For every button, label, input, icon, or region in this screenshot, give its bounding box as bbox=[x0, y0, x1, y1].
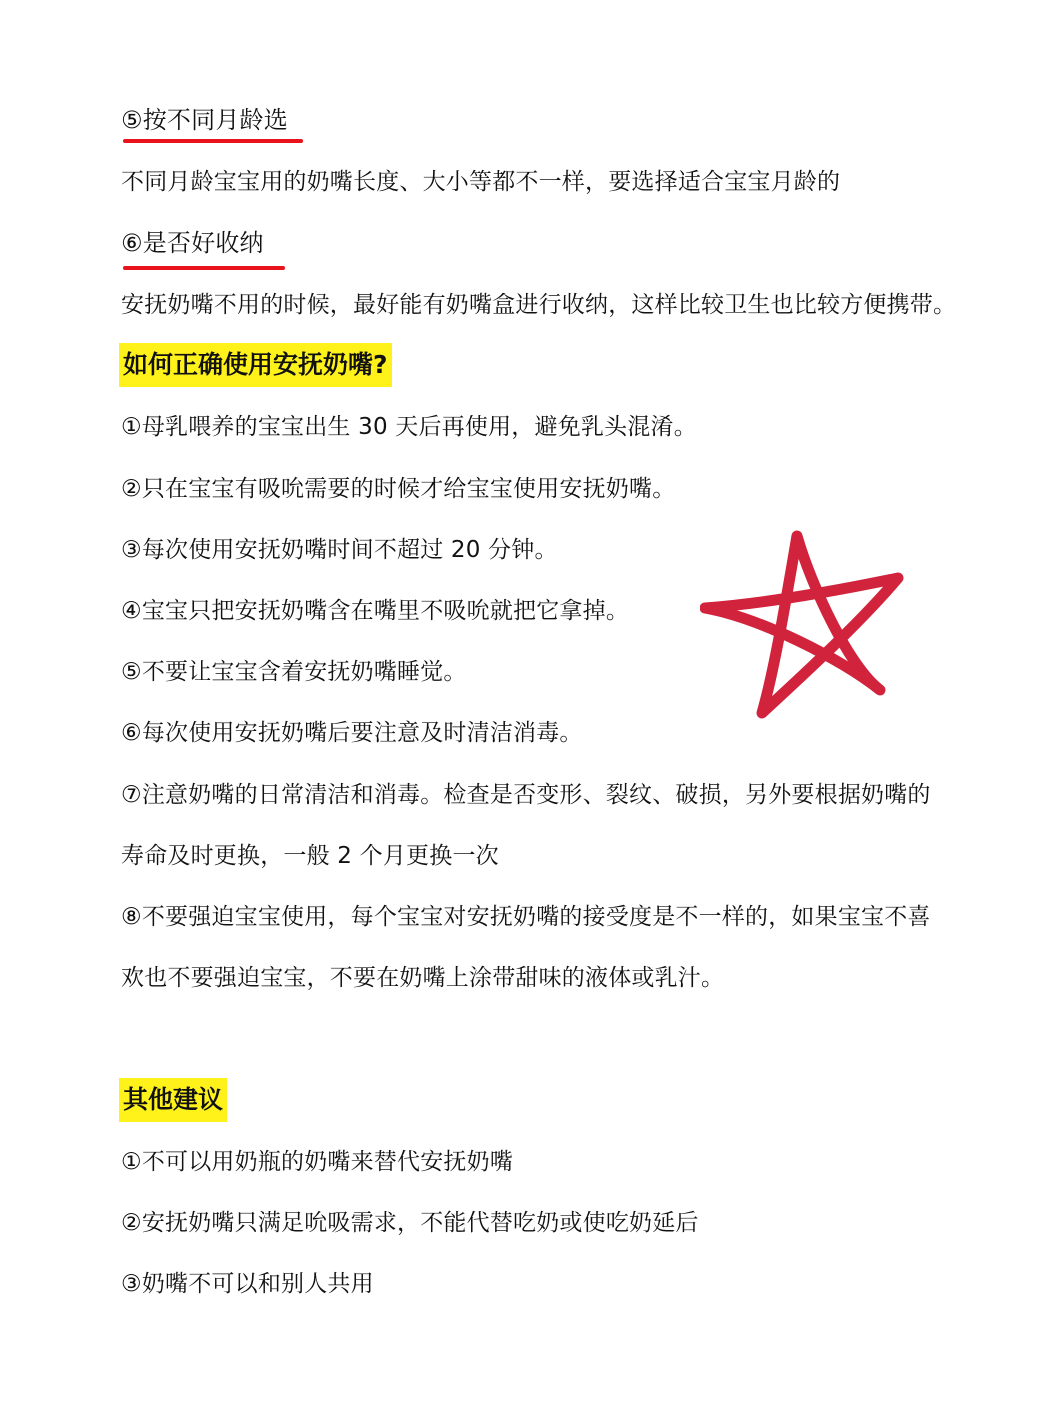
other-section-title: 其他建议 bbox=[119, 1078, 227, 1122]
storage-heading: ⑥是否好收纳 bbox=[121, 229, 264, 257]
usage-item-7-line-1: ⑦注意奶嘴的日常清洁和消毒。检查是否变形、裂纹、破损，另外要根据奶嘴的 bbox=[121, 782, 931, 808]
usage-item-7-line-2: 寿命及时更换，一般 2 个月更换一次 bbox=[121, 843, 499, 869]
usage-item-8-line-1: ⑧不要强迫宝宝使用，每个宝宝对安抚奶嘴的接受度是不一样的，如果宝宝不喜 bbox=[121, 904, 931, 930]
usage-item-3: ③每次使用安抚奶嘴时间不超过 20 分钟。 bbox=[121, 537, 558, 563]
other-item-1: ①不可以用奶瓶的奶嘴来替代安抚奶嘴 bbox=[121, 1149, 514, 1175]
other-item-2: ②安抚奶嘴只满足吮吸需求，不能代替吃奶或使吃奶延后 bbox=[121, 1210, 699, 1236]
star-stroke bbox=[705, 536, 898, 713]
usage-section-title: 如何正确使用安抚奶嘴? bbox=[119, 343, 392, 387]
month-age-underline bbox=[123, 139, 303, 143]
other-item-3: ③奶嘴不可以和别人共用 bbox=[121, 1271, 374, 1297]
usage-item-1: ①母乳喂养的宝宝出生 30 天后再使用，避免乳头混淆。 bbox=[121, 414, 697, 440]
usage-item-4: ④宝宝只把安抚奶嘴含在嘴里不吸吮就把它拿掉。 bbox=[121, 598, 630, 624]
hand-drawn-star-icon bbox=[700, 528, 905, 723]
usage-item-6: ⑥每次使用安抚奶嘴后要注意及时清洁消毒。 bbox=[121, 720, 583, 746]
month-age-heading: ⑤按不同月龄选 bbox=[121, 106, 288, 134]
usage-item-5: ⑤不要让宝宝含着安抚奶嘴睡觉。 bbox=[121, 659, 467, 685]
month-age-body: 不同月龄宝宝用的奶嘴长度、大小等都不一样，要选择适合宝宝月龄的 bbox=[121, 169, 841, 195]
storage-underline bbox=[123, 266, 285, 270]
usage-item-8-line-2: 欢也不要强迫宝宝，不要在奶嘴上涂带甜味的液体或乳汁。 bbox=[121, 965, 725, 991]
storage-body: 安抚奶嘴不用的时候，最好能有奶嘴盒进行收纳，这样比较卫生也比较方便携带。 bbox=[121, 292, 957, 318]
usage-item-2: ②只在宝宝有吸吮需要的时候才给宝宝使用安抚奶嘴。 bbox=[121, 476, 676, 502]
